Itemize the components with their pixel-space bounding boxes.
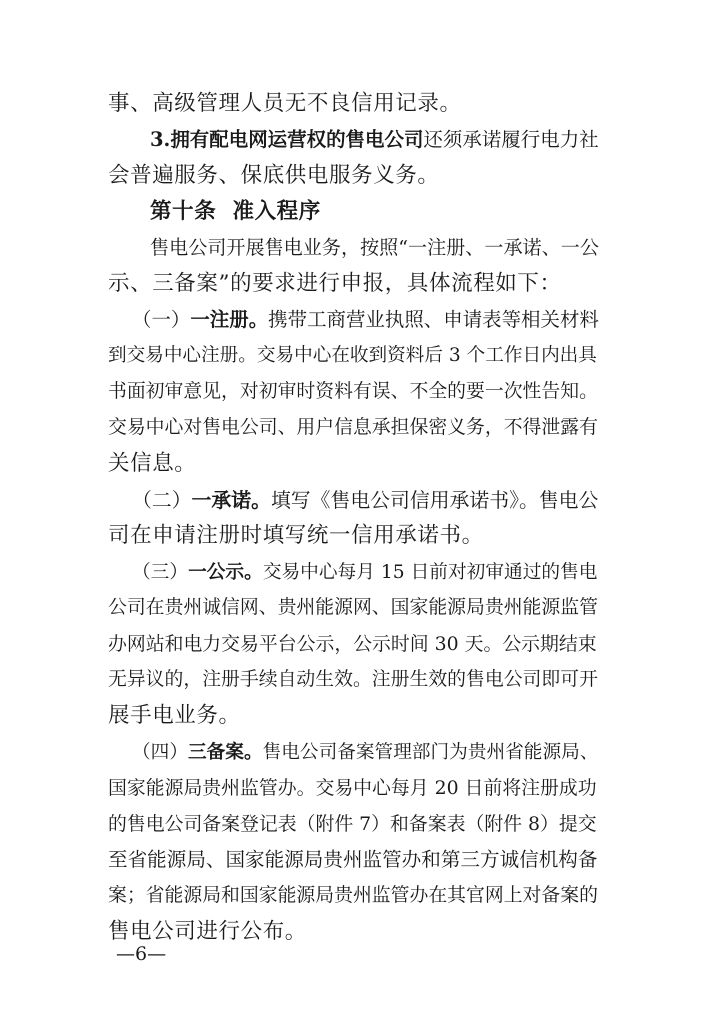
- text-run: 办网站和电力交易平台公示，公示时间 30 天。公示期结束: [108, 633, 597, 655]
- item-title: 一注册。: [190, 308, 269, 331]
- text-run: 交易中心对售电公司、用户信息承担保密义务，不得泄露有: [108, 417, 598, 438]
- text-run: 填写《售电公司信用承诺书》。售电公: [270, 489, 599, 512]
- text-run: 关信息。: [108, 451, 197, 476]
- body-text-line: [132, 302, 612, 338]
- body-text-line: [108, 410, 612, 446]
- body-text-line: [132, 734, 612, 771]
- article-title: 第十条 准入程序: [150, 199, 321, 224]
- text-run: 售电公司进行公布。: [108, 919, 307, 944]
- text-run: 国家能源局贵州监管办。交易中心每月 20 日前将注册成功: [108, 777, 597, 799]
- body-text-line: [150, 122, 612, 158]
- text-run: 到交易中心注册。交易中心在收到资料后 3 个工作日内出具: [108, 345, 597, 366]
- item-title: 三备案。: [187, 741, 263, 763]
- body-text-line: [108, 446, 612, 482]
- body-text-line: [108, 806, 612, 842]
- text-run: 售电公司备案管理部门为贵州省能源局、: [262, 742, 599, 763]
- item-title: 一承诺。: [191, 488, 271, 512]
- text-run: 交易中心每月 15 日前对初审通过的售电: [262, 562, 598, 583]
- text-run: 售电公司开展售电业务，按照“一注册、一承诺、一公: [150, 236, 599, 259]
- item-number: （四）: [132, 742, 188, 763]
- body-text-line: [108, 590, 612, 626]
- body-text-line: [108, 266, 612, 302]
- page-number: —6—: [116, 943, 167, 965]
- body-text-line: [108, 158, 612, 194]
- body-text-line: [108, 338, 612, 374]
- body-text-line: [108, 914, 612, 950]
- body-text-line: [132, 554, 612, 591]
- text-run: 的售电公司备案登记表（附件 7）和备案表（附件 8）提交: [108, 813, 597, 835]
- article-heading: [150, 194, 612, 230]
- body-text-line: [150, 230, 612, 266]
- text-run: 还须承诺履行电力社: [423, 128, 599, 151]
- body-text-line: [108, 842, 612, 878]
- text-run: 书面初审意见，对初审时资料有误、不全的要一次性告知。: [108, 381, 598, 402]
- body-text-line: [108, 662, 612, 698]
- text-run: 展手电业务。: [108, 703, 241, 728]
- body-text-line: [108, 878, 612, 914]
- body-text-line: [108, 770, 612, 806]
- body-text-line: [132, 482, 612, 519]
- item-number: （二）: [132, 489, 192, 512]
- text-run: 携带工商营业执照、申请表等相关材料: [268, 308, 599, 331]
- text-run: 至省能源局、国家能源局贵州监管办和第三方诚信机构备: [108, 848, 598, 871]
- text-run: 会普遍服务、保底供电服务义务。: [108, 163, 440, 188]
- text-run: 无异议的，注册手续自动生效。注册生效的售电公司即可开: [108, 669, 598, 690]
- subheading-run: 3.拥有配电网运营权的售电公司: [150, 128, 424, 151]
- text-run: 司在申请注册时填写统一信用承诺书。: [108, 523, 484, 548]
- text-run: 示、三备案”的要求进行申报，具体流程如下：: [108, 271, 562, 296]
- text-run: 案；省能源局和国家能源局贵州监管办在其官网上对备案的: [108, 885, 598, 906]
- body-text-line: [108, 518, 612, 554]
- body-text-line: [108, 86, 612, 122]
- body-text-line: [108, 698, 612, 734]
- text-run: 公司在贵州诚信网、贵州能源网、国家能源局贵州能源监管: [108, 597, 598, 618]
- item-number: （三）: [132, 562, 189, 583]
- item-title: 一公示。: [188, 561, 263, 583]
- item-number: （一）: [132, 308, 191, 331]
- body-text-line: [108, 626, 612, 662]
- body-text-line: [108, 374, 612, 410]
- text-run: 事、高级管理人员无不良信用记录。: [108, 91, 462, 116]
